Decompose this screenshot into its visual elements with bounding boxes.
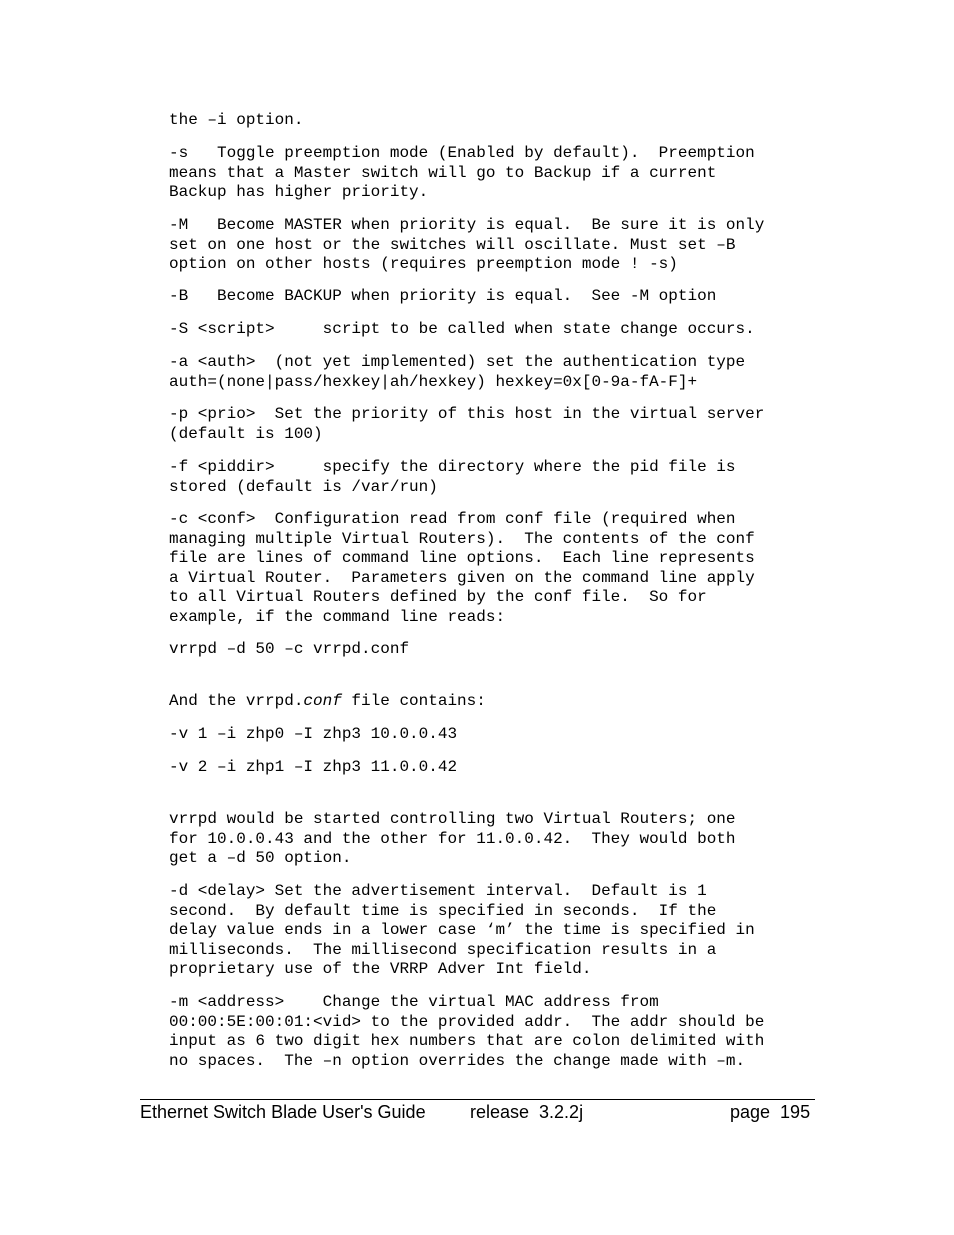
code-conf-line-1: -v 1 –i zhp0 –I zhp3 10.0.0.43 [169,725,458,743]
paragraph-option-m: -m <address> Change the virtual MAC address from 00:00:5E:00:01:<vid> to the provided addr. The addr should be input as 6 two digit hex numbers that are colon delimited with no spaces. The –n option overrides the change made with –m. [169,993,765,1070]
footer-release: release 3.2.2j [470,1102,584,1122]
paragraph-option-s: -s Toggle preemption mode (Enabled by default). Preemption means that a Master switch will go to Backup if a current Backup has higher priority. [169,144,755,201]
paragraph-i-option-tail: the –i option. [169,111,304,129]
footer-page-number: page 195 [730,1102,811,1122]
code-conf-line-2: -v 2 –i zhp1 –I zhp3 11.0.0.42 [169,758,458,776]
paragraph-conf-intro [169,692,829,712]
footer-title: Ethernet Switch Blade User's Guide [140,1102,426,1122]
paragraph-option-B: -B Become BACKUP when priority is equal. See -M option [169,287,717,305]
paragraph-option-M: -M Become MASTER when priority is equal. Be sure it is only set on one host or the switches will oscillate. Must set –B option on other hosts (requires preemption mode ! -s) [169,216,765,273]
paragraph-vrrpd-result: vrrpd would be started controlling two Virtual Routers; one for 10.0.0.43 and the other for 11.0.0.42. They would both get a –d 50 option. [169,810,736,867]
code-example-command: vrrpd –d 50 –c vrrpd.conf [169,640,410,658]
footer-rule [140,1099,815,1100]
conf-intro-pre: And the vrrpd. [169,692,304,710]
paragraph-option-S: -S <script> script to be called when state change occurs. [169,320,755,338]
conf-intro-post: file contains: [341,692,486,710]
conf-intro-italic: conf [303,692,342,710]
paragraph-option-d: -d <delay> Set the advertisement interval. Default is 1 second. By default time is specified in seconds. If the delay value ends in a lower case ‘m’ the time is specified in milliseconds. The millisecond specification results in a proprietary use of the VRRP Adver Int field. [169,882,755,978]
paragraph-option-p: -p <prio> Set the priority of this host in the virtual server (default is 100) [169,405,765,443]
paragraph-option-a: -a <auth> (not yet implemented) set the authentication type auth=(none|pass/hexkey|ah/hexkey) hexkey=0x[0-9a-fA-F]+ [169,353,746,391]
paragraph-option-f: -f <piddir> specify the directory where the pid file is stored (default is /var/run) [169,458,736,496]
paragraph-option-c: -c <conf> Configuration read from conf file (required when managing multiple Virtual Routers). The contents of the conf file are lines of command line options. Each line represents a Virtual Router. Parameters given on the command line apply to all Virtual Routers defined by the conf file. So for example, if the command line reads: [169,510,755,626]
